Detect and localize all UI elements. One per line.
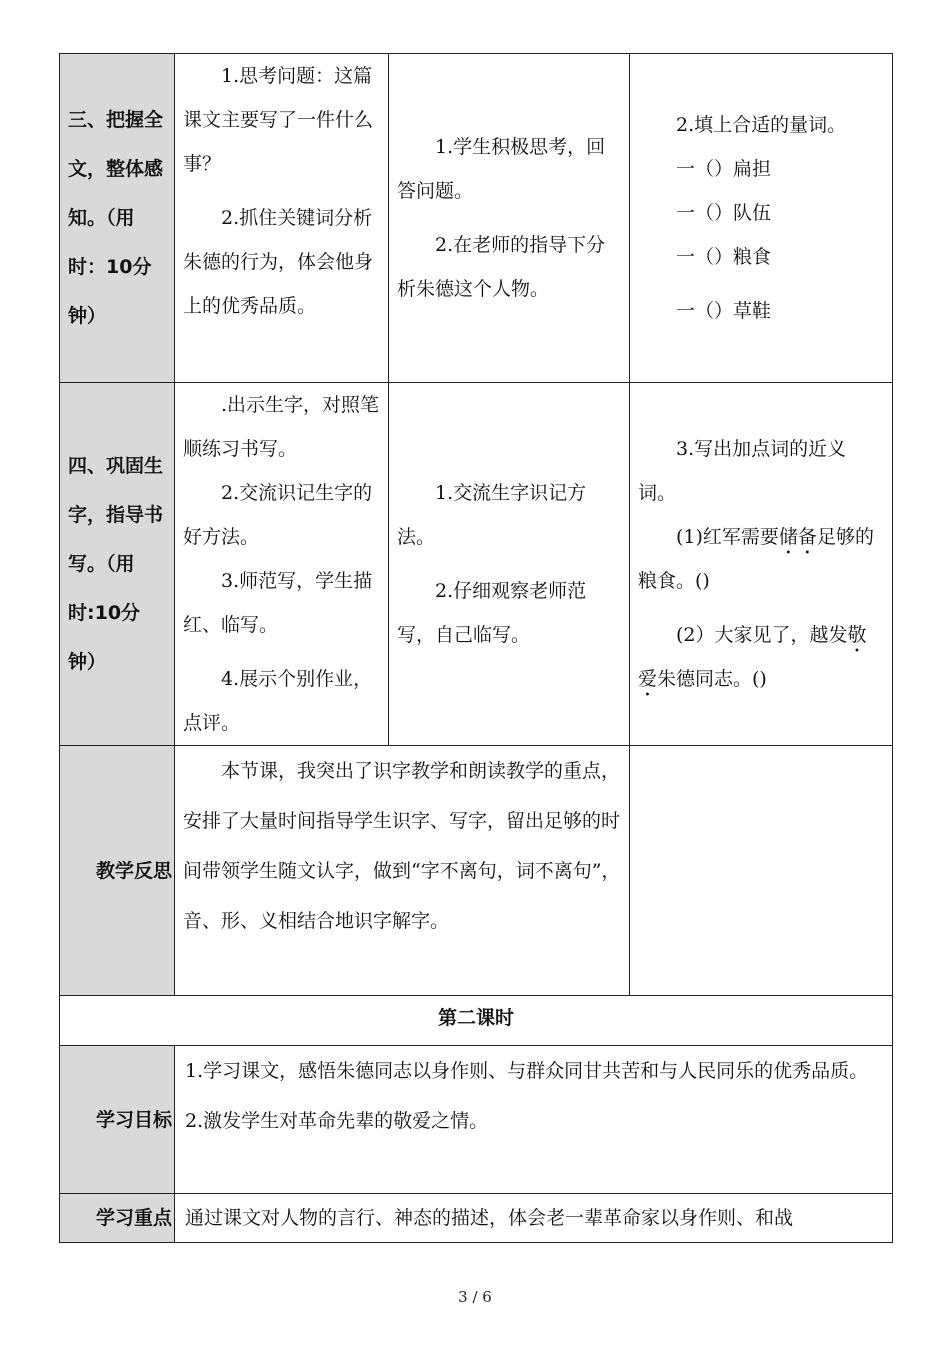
teacher-step: 3.师范写，学生描红、临写。 (183, 570, 373, 636)
exercise-item: 一（）扁担 (676, 158, 772, 180)
focus-content: 通过课文对人物的言行、神态的描述，体会老一辈革命家以身作则、和战 (175, 1194, 893, 1243)
question-text: 朱德同志。() (657, 668, 767, 690)
student-step: 1.学生积极思考，回答问题。 (397, 136, 606, 202)
stage-label: 四、巩固生字，指导书写。（用时:10分钟） (60, 383, 175, 746)
row-goals (60, 1046, 893, 1194)
exercise (630, 383, 893, 746)
row-focus (60, 1194, 893, 1243)
teacher-step: .出示生字，对照笔顺练习书写。 (183, 394, 380, 460)
reflection-empty-cell (630, 746, 893, 996)
teacher-activity (175, 54, 389, 383)
student-step: 1.交流生字识记方法。 (397, 482, 587, 548)
row-section-3 (60, 54, 893, 383)
exercise-item: 一（）草鞋 (676, 300, 772, 322)
row-section-4 (60, 383, 893, 746)
reflection-text (175, 746, 630, 996)
teacher-step: 1.思考问题：这篇课文主要写了一件什么事？ (183, 65, 374, 175)
page-number: 3 / 6 (458, 1288, 492, 1306)
exercise-title: 3.写出加点词的近义词。 (638, 438, 847, 504)
row-second-lesson (60, 996, 893, 1046)
student-step: 2.在老师的指导下分析朱德这个人物。 (397, 234, 606, 300)
question-text: (2）大家见了，越发 (676, 624, 848, 646)
question-text: (1)红军需要 (676, 526, 779, 548)
lesson-plan-table (59, 53, 893, 1243)
exercise-question (638, 613, 884, 701)
teacher-step: 2.交流识记生字的好方法。 (183, 482, 373, 548)
reflection-label: 教学反思 (60, 746, 175, 996)
teacher-activity (175, 383, 389, 746)
focus-label: 学习重点 (60, 1194, 175, 1243)
exercise-question (638, 515, 884, 603)
goal-item: 1.学习课文，感悟朱德同志以身作则、与群众同甘共苦和与人民同乐的优秀品质。 (185, 1060, 869, 1082)
goals-content (175, 1046, 893, 1194)
exercise-item: 一（）队伍 (676, 202, 772, 224)
second-lesson-title: 第二课时 (60, 996, 893, 1046)
exercise-title: 2.填上合适的量词。 (676, 114, 847, 136)
student-step: 2.仔细观察老师范写，自己临写。 (397, 580, 587, 646)
question-text: 足够的粮食。() (638, 526, 874, 592)
student-activity (389, 383, 630, 746)
goal-item: 2.激发学生对革命先辈的敬爱之情。 (185, 1110, 489, 1132)
reflection-paragraph: 本节课，我突出了识字教学和朗读教学的重点，安排了大量时间指导学生识字、写字，留出足够的时间带领学生随文认字，做到“字不离句，词不离句”，音、形、义相结合地识字解字。 (183, 760, 621, 932)
row-reflection (60, 746, 893, 996)
exercise-item: 一（）粮食 (676, 246, 772, 268)
goals-label: 学习目标 (60, 1046, 175, 1194)
exercise (630, 54, 893, 383)
student-activity (389, 54, 630, 383)
dotted-word: 储备 (778, 526, 817, 548)
teacher-step: 2.抓住关键词分析朱德的行为，体会他身上的优秀品质。 (183, 207, 374, 317)
stage-label: 三、把握全文，整体感知。（用时：10分钟） (60, 54, 175, 383)
dotted-word: 敬爱 (638, 624, 867, 690)
teacher-step: 4.展示个别作业，点评。 (183, 668, 373, 734)
